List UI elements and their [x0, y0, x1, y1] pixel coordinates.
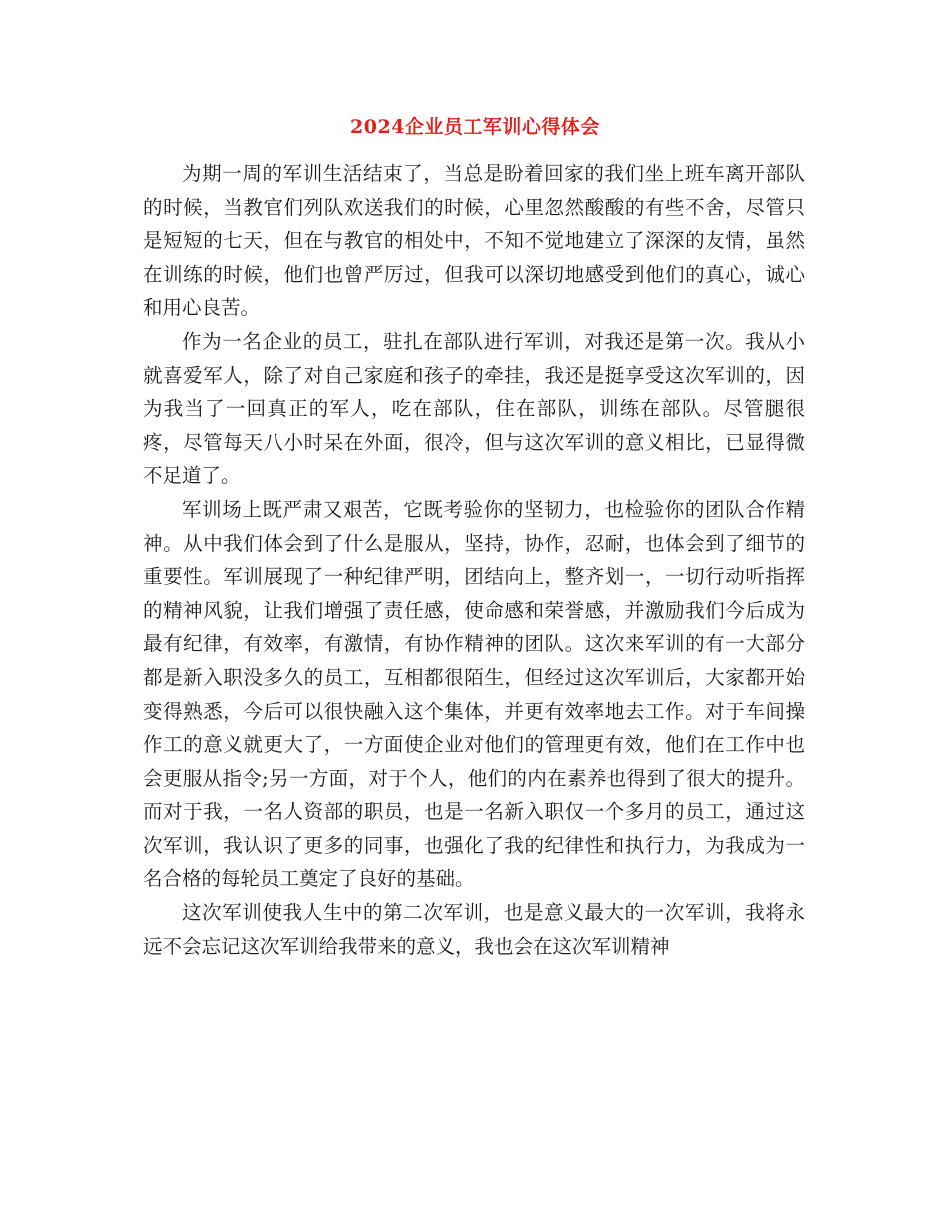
paragraph-1: 为期一周的军训生活结束了，当总是盼着回家的我们坐上班车离开部队的时候，当教官们列队欢送我们的时候，心里忽然酸酸的有些不舍，尽管只是短短的七天，但在与教官的相处中，不知不觉地建立了深深的友情，虽然在训练的时候，他们也曾严厉过，但我可以深切地感受到他们的真心，诚心和用心良苦。 [143, 162, 805, 320]
paragraph-4: 这次军训使我人生中的第二次军训，也是意义最大的一次军训，我将永远不会忘记这次军训给我带来的意义，我也会在这次军训精神 [143, 901, 805, 958]
paragraph-3: 军训场上既严肃又艰苦，它既考验你的坚韧力，也检验你的团队合作精神。从中我们体会到了什么是服从，坚持，协作，忍耐，也体会到了细节的重要性。军训展现了一种纪律严明，团结向上，整齐划一，一切行动听指挥的精神风貌，让我们增强了责任感，使命感和荣誉感，并激励我们今后成为最有纪律，有效率，有激情，有协作精神的团队。这次来军训的有一大部分都是新入职没多久的员工，互相都很陌生，但经过这次军训后，大家都开始变得熟悉，今后可以很快融入这个集体，并更有效率地去工作。对于车间操作工的意义就更大了，一方面使企业对他们的管理更有效，他们在工作中也会更服从指令;另一方面，对于个人，他们的内在素养也得到了很大的提升。而对于我，一名人资部的职员，也是一名新入职仅一个多月的员工，通过这次军训，我认识了更多的同事，也强化了我的纪律性和执行力，为我成为一名合格的每轮员工奠定了良好的基础。 [143, 497, 805, 891]
document-title: 2024企业员工军训心得体会 [350, 116, 600, 138]
document-body [143, 157, 805, 963]
paragraph-2: 作为一名企业的员工，驻扎在部队进行军训，对我还是第一次。我从小就喜爱军人，除了对自己家庭和孩子的牵挂，我还是挺享受这次军训的，因为我当了一回真正的军人，吃在部队，住在部队，训练在部队。尽管腿很疼，尽管每天八小时呆在外面，很冷，但与这次军训的意义相比，已显得微不足道了。 [143, 329, 805, 488]
